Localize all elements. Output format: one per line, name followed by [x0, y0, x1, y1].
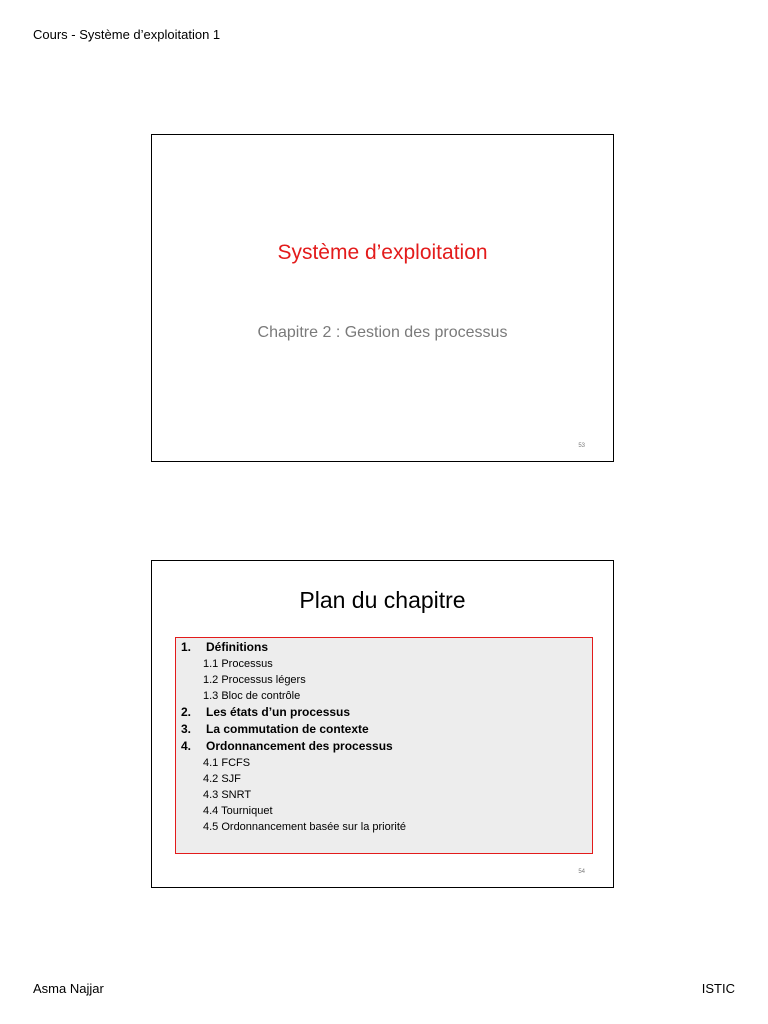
plan-item [176, 639, 592, 656]
plan-item [176, 738, 592, 755]
plan-subitem: 1.2 Processus légers [203, 674, 306, 686]
slide-title [151, 134, 614, 462]
page-header: Cours - Système d’exploitation 1 [33, 27, 221, 42]
slide-plan [151, 560, 614, 888]
plan-item [176, 721, 592, 738]
plan-item-label: La commutation de contexte [206, 722, 369, 736]
plan-subitem: 4.4 Tourniquet [203, 805, 273, 817]
page-footer-author: Asma Najjar [33, 981, 104, 996]
page-footer-institution: ISTIC [701, 981, 735, 996]
plan-box [175, 637, 593, 854]
plan-item-label: Définitions [206, 640, 268, 654]
plan-item [176, 704, 592, 721]
plan-item-number: 3. [181, 722, 192, 736]
slide-title-heading: Système d’exploitation [277, 241, 488, 264]
plan-item-label: Les états d’un processus [206, 705, 351, 719]
slide-number: 53 [578, 443, 585, 449]
plan-subitem: 4.5 Ordonnancement basée sur la priorité [203, 821, 407, 833]
slide-subtitle: Chapitre 2 : Gestion des processus [257, 324, 508, 341]
plan-item-number: 4. [181, 739, 192, 753]
plan-item-number: 1. [181, 640, 192, 654]
slide-plan-heading: Plan du chapitre [299, 587, 466, 613]
plan-subitem: 4.1 FCFS [203, 757, 251, 769]
plan-subitem: 4.2 SJF [203, 773, 241, 785]
plan-subitem: 4.3 SNRT [203, 789, 252, 801]
plan-subitem: 1.3 Bloc de contrôle [203, 690, 301, 702]
plan-item-label: Ordonnancement des processus [206, 739, 393, 753]
plan-item-number: 2. [181, 705, 192, 719]
slide-number: 54 [578, 869, 585, 875]
plan-subitem: 1.1 Processus [203, 658, 273, 670]
